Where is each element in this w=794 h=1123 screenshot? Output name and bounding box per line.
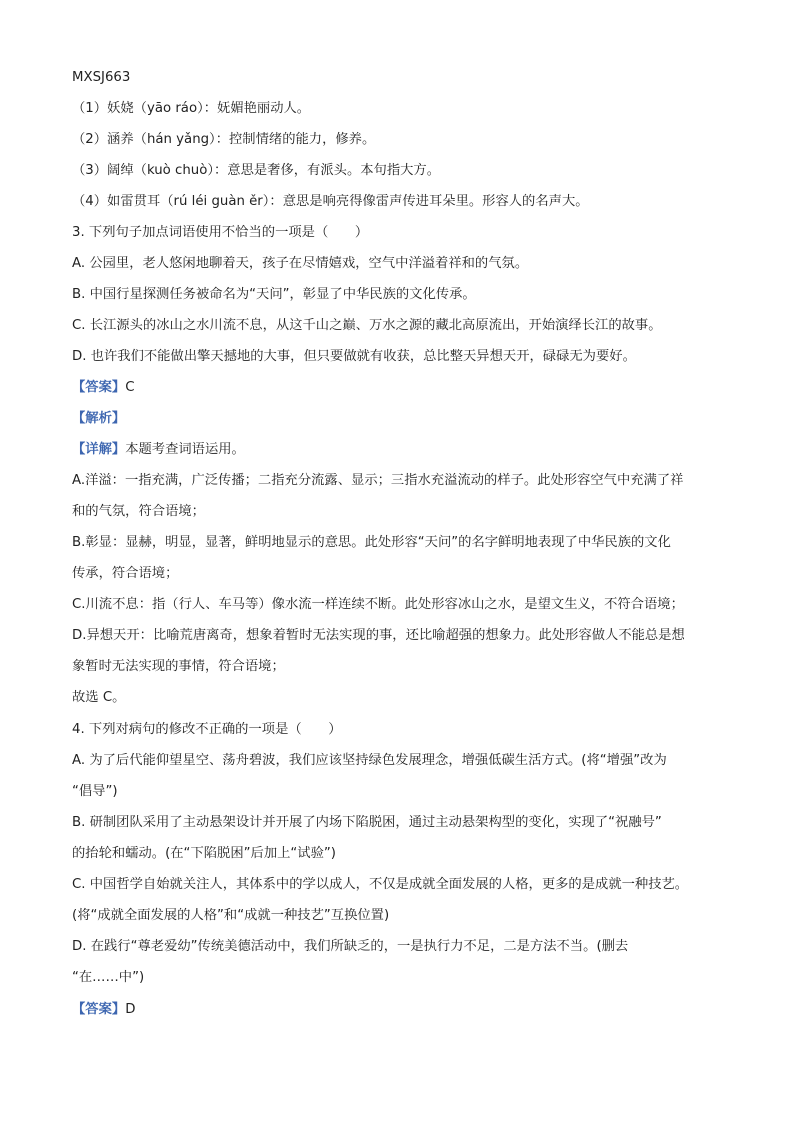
detail-tag: 【详解】 bbox=[72, 442, 126, 457]
answer-tag: 【答案】 bbox=[72, 1002, 126, 1017]
question-3-option-a: A. 公园里，老人悠闲地聊着天，孩子在尽情嬉戏，空气中洋溢着祥和的气氛。 bbox=[72, 256, 529, 271]
explain-line: A.洋溢：一指充满，广泛传播；二指充分流露、显示；三指水充溢流动的样子。此处形容空气中充满了祥 bbox=[72, 473, 684, 488]
explain-line: 和的气氛，符合语境； bbox=[72, 504, 205, 519]
question-4-option-line: A. 为了后代能仰望星空、荡舟碧波，我们应该坚持绿色发展理念，增强低碳生活方式。(将“增强”改为 bbox=[72, 753, 667, 768]
answer-value: D bbox=[125, 1002, 136, 1017]
question-4-answer bbox=[72, 1000, 732, 1020]
note-1: （1）妖娆（yāo ráo）：妩媚艳丽动人。 bbox=[72, 101, 311, 116]
question-4-option-line: D. 在践行“尊老爱幼”传统美德活动中，我们所缺乏的，一是执行力不足，二是方法不当。(删去 bbox=[72, 939, 629, 954]
question-3-answer bbox=[72, 378, 732, 398]
question-3-option-c: C. 长江源头的冰山之水川流不息，从这千山之巅、万水之源的藏北高原流出，开始演绎长江的故事。 bbox=[72, 318, 662, 333]
question-4-option-line: C. 中国哲学自始就关注人，其体系中的学以成人，不仅是成就全面发展的人格，更多的是成就一种技艺。 bbox=[72, 877, 689, 892]
note-3: （3）阔绰（kuò chuò）：意思是奢侈，有派头。本句指大方。 bbox=[72, 163, 441, 178]
question-4-stem: 4. 下列对病句的修改不正确的一项是（ ） bbox=[72, 722, 342, 737]
explain-line: 传承，符合语境； bbox=[72, 566, 179, 581]
note-4: （4）如雷贯耳（rú léi guàn ěr）：意思是响亮得像雷声传进耳朵里。形容人的名声大。 bbox=[72, 194, 589, 209]
question-4-option-line: B. 研制团队采用了主动悬架设计并开展了内场下陷脱困，通过主动悬架构型的变化，实现了“祝融号” bbox=[72, 815, 662, 830]
answer-value: C bbox=[125, 380, 135, 395]
question-4-option-line: (将“成就全面发展的人格”和“成就一种技艺”互换位置) bbox=[72, 908, 390, 923]
explain-line: B.彰显：显赫，明显，显著，鲜明地显示的意思。此处形容“天问”的名字鲜明地表现了中华民族的文化 bbox=[72, 535, 671, 550]
explain-line: D.异想天开：比喻荒唐离奇，想象着暂时无法实现的事，还比喻超强的想象力。此处形容做人不能总是想 bbox=[72, 628, 685, 643]
document-code: MXSJ663 bbox=[72, 70, 131, 85]
question-3-conclusion: 故选 C。 bbox=[72, 690, 126, 705]
answer-tag: 【答案】 bbox=[72, 380, 126, 395]
explain-line: C.川流不息：指（行人、车马等）像水流一样连续不断。此处形容冰山之水，是望文生义，不符合语境； bbox=[72, 597, 684, 612]
detail-intro: 本题考查词语运用。 bbox=[125, 442, 245, 457]
question-3-detail bbox=[72, 440, 732, 460]
question-3-option-d: D. 也许我们不能做出擎天撼地的大事，但只要做就有收获，总比整天异想天开，碌碌无为要好。 bbox=[72, 349, 636, 364]
analysis-tag: 【解析】 bbox=[72, 411, 126, 426]
question-4-option-line: “倡导”) bbox=[72, 784, 118, 799]
question-3-stem: 3. 下列句子加点词语使用不恰当的一项是（ ） bbox=[72, 225, 369, 240]
question-4-option-line: “在……中”) bbox=[72, 970, 145, 985]
question-4-option-line: 的抬轮和蠕动。(在“下陷脱困”后加上“试验”) bbox=[72, 846, 336, 861]
explain-line: 象暂时无法实现的事情，符合语境； bbox=[72, 659, 285, 674]
question-3-analysis-heading bbox=[72, 409, 732, 429]
question-3-option-b: B. 中国行星探测任务被命名为“天问”，彰显了中华民族的文化传承。 bbox=[72, 287, 476, 302]
note-2: （2）涵养（hán yǎng）：控制情绪的能力，修养。 bbox=[72, 132, 376, 147]
